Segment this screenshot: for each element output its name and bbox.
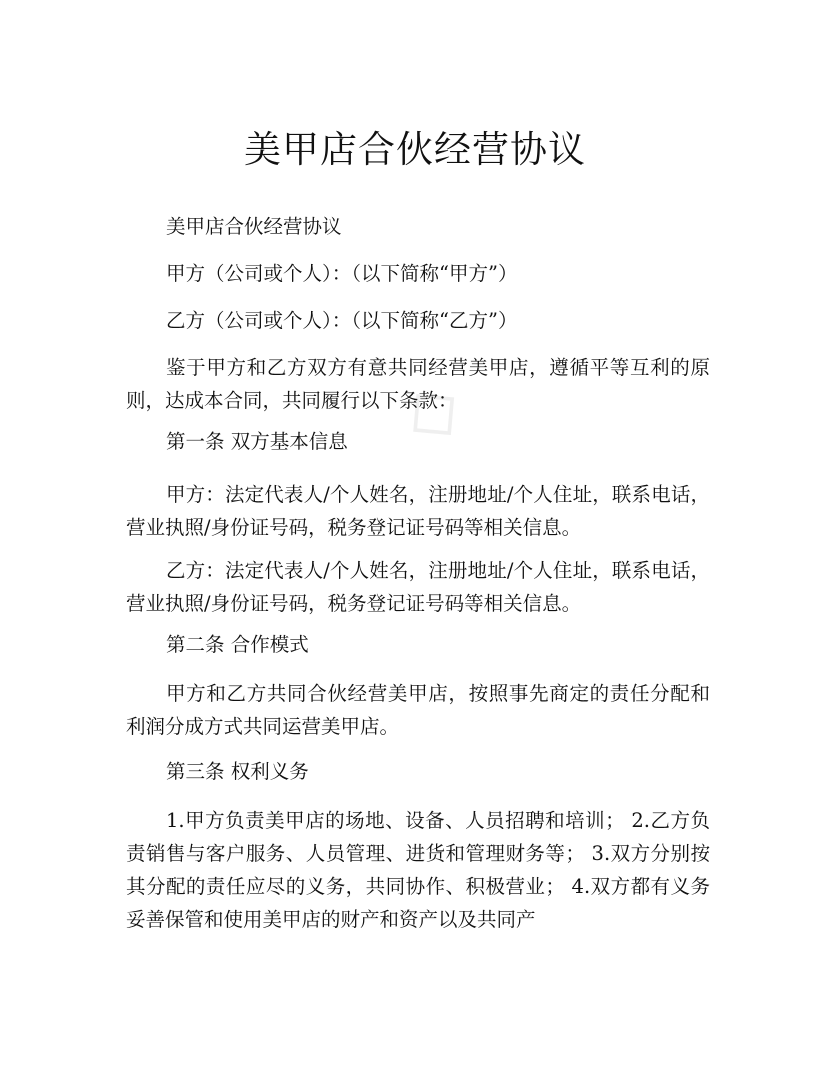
article2-heading: 第二条 合作模式 [166, 633, 309, 656]
article3-heading: 第三条 权利义务 [166, 760, 309, 783]
party-b-line: 乙方（公司或个人）：（以下简称“乙方”） [166, 309, 518, 332]
preamble-paragraph: 鉴于甲方和乙方双方有意共同经营美甲店，遵循平等互利的原则，达成本合同，共同履行以下条款： [126, 356, 710, 412]
article3-body: 1.甲方负责美甲店的场地、设备、人员招聘和培训； 2.乙方负责销售与客户服务、人员管理、进货和管理财务等； 3.双方分别按其分配的责任应尽的义务，共同协作、积极营业； 4.双方都有义务妥善保管和使用美甲店的财产和资产以及共同产 [126, 809, 710, 931]
article1-party-b-info: 乙方：法定代表人/个人姓名，注册地址/个人住址，联系电话，营业执照/身份证号码，税务登记证号码等相关信息。 [126, 559, 710, 615]
article1-heading: 第一条 双方基本信息 [166, 430, 348, 453]
article1-party-a-info: 甲方：法定代表人/个人姓名，注册地址/个人住址，联系电话，营业执照/身份证号码，税务登记证号码等相关信息。 [126, 483, 710, 539]
article2-body: 甲方和乙方共同合伙经营美甲店，按照事先商定的责任分配和利润分成方式共同运营美甲店。 [126, 682, 710, 738]
party-a-line: 甲方（公司或个人）：（以下简称“甲方”） [166, 262, 518, 285]
document-title: 美甲店合伙经营协议 [244, 128, 586, 171]
document-subtitle: 美甲店合伙经营协议 [166, 215, 342, 238]
watermark-icon: ◇ [383, 361, 477, 459]
